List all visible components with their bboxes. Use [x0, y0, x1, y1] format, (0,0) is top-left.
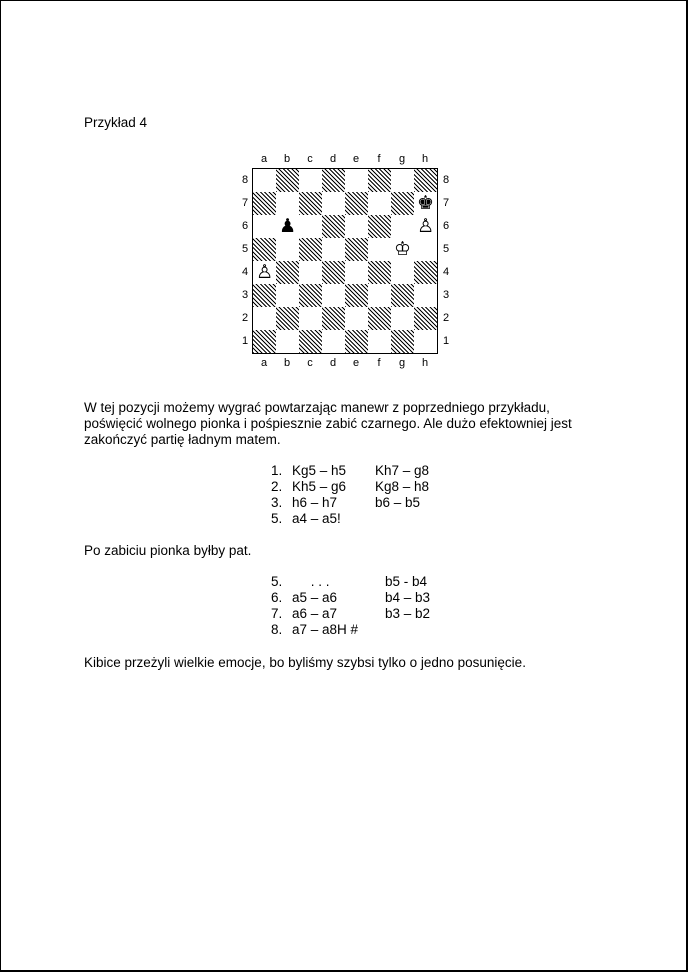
square-e7 [345, 192, 368, 215]
file-label-h-top: h [421, 153, 429, 165]
square-b2 [276, 307, 299, 330]
square-e1 [345, 330, 368, 353]
square-e4 [345, 261, 368, 284]
square-e5 [345, 238, 368, 261]
square-g1 [391, 330, 414, 353]
moves-table-1 [271, 463, 471, 527]
move-row [271, 606, 471, 622]
file-label-d-bottom: d [329, 357, 337, 369]
move-white: . . . [292, 574, 330, 589]
rank-label-7-left: 7 [241, 197, 249, 209]
move-black: b4 – b3 [385, 590, 431, 605]
file-label-e-bottom: e [352, 357, 360, 369]
square-c6 [299, 215, 322, 238]
file-label-g-bottom: g [398, 357, 406, 369]
square-a2 [253, 307, 276, 330]
file-label-b-top: b [283, 153, 291, 165]
file-label-c-bottom: c [307, 357, 313, 369]
move-white: a6 – a7 [292, 606, 338, 621]
move-num: 8. [271, 622, 283, 637]
square-g7 [391, 192, 414, 215]
move-white: Kg5 – h5 [292, 463, 347, 478]
square-h4 [414, 261, 437, 284]
rank-label-1-right: 1 [442, 335, 450, 347]
square-g6 [391, 215, 414, 238]
square-d1 [322, 330, 345, 353]
paragraph-stalemate: Po zabiciu pionka byłby pat. [84, 543, 252, 558]
square-d2 [322, 307, 345, 330]
square-b1 [276, 330, 299, 353]
move-row [271, 590, 471, 606]
chess-diagram [233, 151, 463, 376]
move-row [271, 574, 471, 590]
move-row [271, 511, 471, 527]
square-h8 [414, 169, 437, 192]
move-white: a4 – a5! [292, 511, 341, 526]
rank-label-3-left: 3 [241, 289, 249, 301]
move-num: 7. [271, 606, 283, 621]
square-a3 [253, 284, 276, 307]
square-b5 [276, 238, 299, 261]
rank-label-2-right: 2 [442, 312, 450, 324]
square-f1 [368, 330, 391, 353]
move-black: Kg8 – h8 [375, 479, 430, 494]
file-label-b-bottom: b [283, 357, 291, 369]
square-e3 [345, 284, 368, 307]
square-e6 [345, 215, 368, 238]
square-f7 [368, 192, 391, 215]
square-b7 [276, 192, 299, 215]
square-a1 [253, 330, 276, 353]
example-heading: Przykład 4 [84, 115, 148, 130]
file-label-h-bottom: h [421, 357, 429, 369]
move-num: 5. [271, 574, 283, 589]
square-f4 [368, 261, 391, 284]
file-label-f-top: f [377, 153, 381, 165]
moves-table-2 [271, 574, 471, 638]
square-a6 [253, 215, 276, 238]
square-a5 [253, 238, 276, 261]
paragraph-intro: W tej pozycji możemy wygrać powtarzając manewr z poprzedniego przykładu, poświęcić wolnego pionka i pośpiesznie zabić czarnego. Ale dużo efektowniej jest zakończyć partię ładnym matem. [84, 400, 572, 447]
move-num: 5. [271, 511, 283, 526]
move-white: Kh5 – g6 [292, 479, 347, 494]
square-h5 [414, 238, 437, 261]
rank-label-2-left: 2 [241, 312, 249, 324]
move-white: h6 – h7 [292, 495, 338, 510]
rank-label-8-left: 8 [241, 174, 249, 186]
rank-label-4-right: 4 [442, 266, 450, 278]
square-c5 [299, 238, 322, 261]
square-c4 [299, 261, 322, 284]
square-c3 [299, 284, 322, 307]
move-row [271, 479, 471, 495]
move-num: 3. [271, 495, 283, 510]
square-d6 [322, 215, 345, 238]
square-g4 [391, 261, 414, 284]
move-white: a7 – a8H # [292, 622, 359, 637]
move-row [271, 463, 471, 479]
file-label-e-top: e [352, 153, 360, 165]
square-b8 [276, 169, 299, 192]
rank-label-6-left: 6 [241, 220, 249, 232]
move-num: 2. [271, 479, 283, 494]
square-f2 [368, 307, 391, 330]
square-h2 [414, 307, 437, 330]
black-king-icon: ♚ [414, 192, 437, 215]
move-row [271, 622, 471, 638]
file-label-c-top: c [307, 153, 313, 165]
square-g2 [391, 307, 414, 330]
rank-label-5-left: 5 [241, 243, 249, 255]
square-h1 [414, 330, 437, 353]
square-c8 [299, 169, 322, 192]
move-black: b6 – b5 [375, 495, 421, 510]
move-white: a5 – a6 [292, 590, 338, 605]
square-c1 [299, 330, 322, 353]
rank-label-4-left: 4 [241, 266, 249, 278]
file-label-a-top: a [260, 153, 268, 165]
rank-label-7-right: 7 [442, 197, 450, 209]
square-e8 [345, 169, 368, 192]
square-f8 [368, 169, 391, 192]
move-num: 6. [271, 590, 283, 605]
move-black: b3 – b2 [385, 606, 431, 621]
file-label-f-bottom: f [377, 357, 381, 369]
file-label-a-bottom: a [260, 357, 268, 369]
move-num: 1. [271, 463, 283, 478]
white-pawn-icon: ♙ [253, 261, 276, 284]
move-black: b5 - b4 [385, 574, 428, 589]
white-king-icon: ♔ [391, 238, 414, 261]
square-d7 [322, 192, 345, 215]
black-pawn-icon: ♟ [276, 215, 299, 238]
square-b3 [276, 284, 299, 307]
rank-label-6-right: 6 [442, 220, 450, 232]
square-c2 [299, 307, 322, 330]
square-h3 [414, 284, 437, 307]
white-pawn-icon: ♙ [414, 215, 437, 238]
rank-label-8-right: 8 [442, 174, 450, 186]
paragraph-conclusion: Kibice przeżyli wielkie emocje, bo byliśmy szybsi tylko o jedno posunięcie. [84, 655, 526, 670]
file-label-d-top: d [329, 153, 337, 165]
square-d3 [322, 284, 345, 307]
square-d4 [322, 261, 345, 284]
square-g8 [391, 169, 414, 192]
square-c7 [299, 192, 322, 215]
square-a8 [253, 169, 276, 192]
square-f5 [368, 238, 391, 261]
square-f6 [368, 215, 391, 238]
square-a7 [253, 192, 276, 215]
chess-board [252, 168, 438, 354]
square-g3 [391, 284, 414, 307]
square-f3 [368, 284, 391, 307]
square-b4 [276, 261, 299, 284]
square-d8 [322, 169, 345, 192]
square-e2 [345, 307, 368, 330]
rank-label-1-left: 1 [241, 335, 249, 347]
move-row [271, 495, 471, 511]
rank-label-5-right: 5 [442, 243, 450, 255]
rank-label-3-right: 3 [442, 289, 450, 301]
square-d5 [322, 238, 345, 261]
move-black: Kh7 – g8 [375, 463, 430, 478]
file-label-g-top: g [398, 153, 406, 165]
